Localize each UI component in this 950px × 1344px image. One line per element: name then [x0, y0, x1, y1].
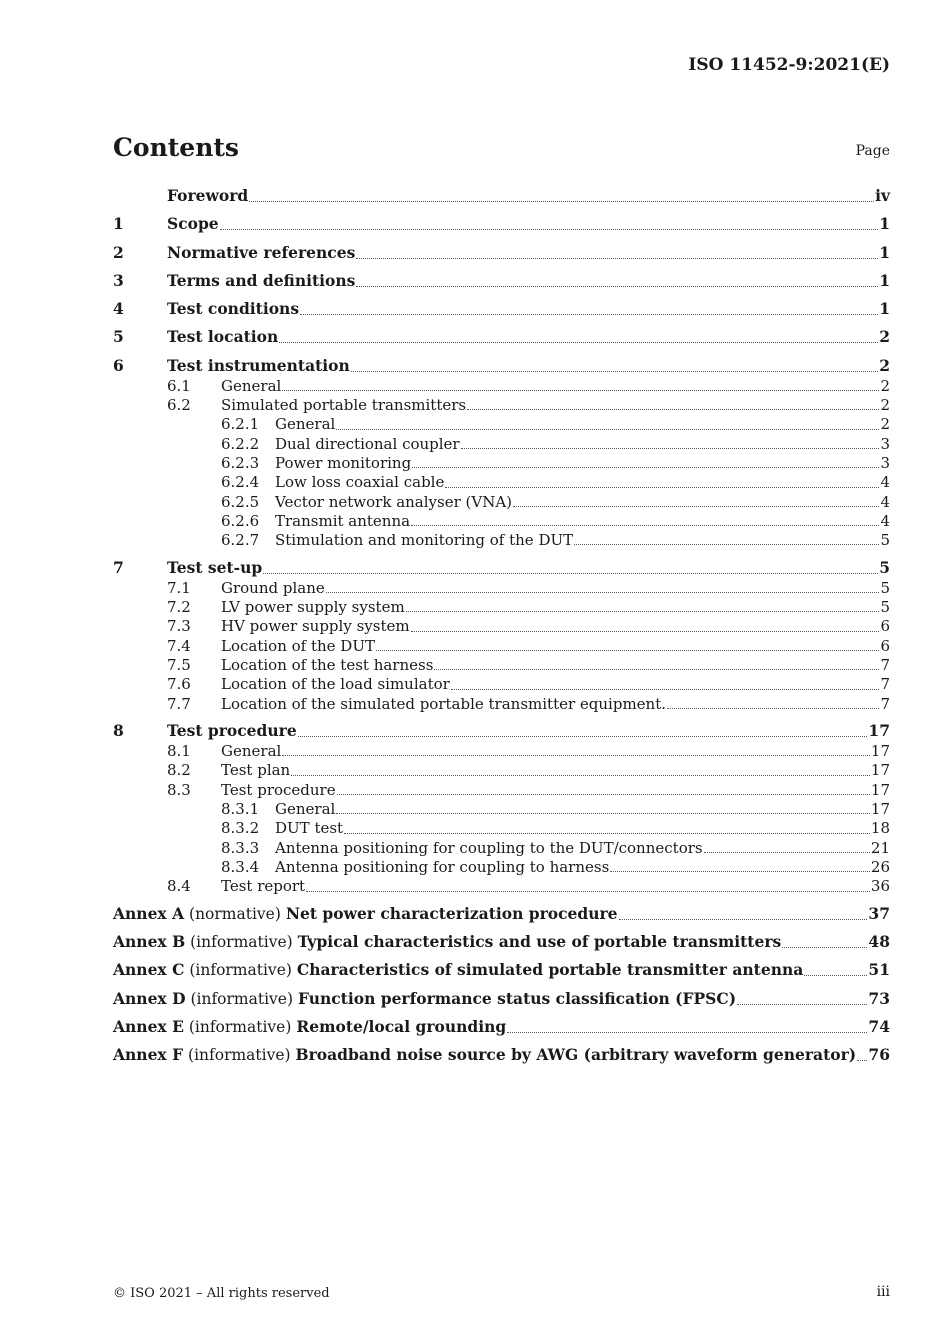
toc-entry-title: Low loss coaxial cable: [275, 473, 445, 492]
annex-page: 51: [868, 960, 890, 980]
dot-leader: [610, 870, 870, 872]
dot-leader: [411, 524, 879, 526]
dot-leader: [857, 1059, 867, 1061]
toc-entry-number: 8: [113, 721, 124, 741]
annex-entry[interactable]: [113, 903, 890, 925]
toc-entry-title: DUT test: [275, 819, 344, 838]
toc-entry-page: 2: [879, 327, 890, 347]
toc-entry[interactable]: [113, 242, 890, 264]
toc-entry-number: 7.6: [167, 675, 191, 694]
toc-entry[interactable]: [113, 531, 890, 550]
dot-leader: [249, 200, 874, 202]
toc-entry-page: 4: [880, 511, 890, 530]
dot-leader: [356, 285, 878, 287]
toc-entry[interactable]: [113, 298, 890, 320]
toc-entry-title: Vector network analyser (VNA): [275, 492, 513, 511]
toc-entry-number: 7.1: [167, 578, 191, 597]
dot-leader: [619, 918, 868, 920]
toc-entry-page: 17: [870, 761, 890, 780]
toc-entry-title: Test report: [221, 877, 306, 896]
toc-entry[interactable]: [113, 858, 890, 877]
page-column-label: Page: [855, 143, 890, 159]
dot-leader: [291, 774, 870, 776]
toc-entry-title: Location of the DUT: [221, 636, 375, 655]
toc-entry-page: 1: [879, 299, 890, 319]
document-id: ISO 11452-9:2021(E): [688, 55, 890, 75]
annex-label: Annex D: [113, 988, 186, 1008]
toc-entry[interactable]: [113, 637, 890, 656]
toc-entry-title: Location of the test harness: [221, 655, 434, 674]
toc-entry-title: General: [275, 800, 336, 819]
toc-entry-page: 2: [879, 355, 890, 375]
toc-entry-title: Test procedure: [221, 780, 336, 799]
dot-leader: [445, 486, 879, 488]
toc-entry[interactable]: [113, 473, 890, 492]
toc-entry-page: 1: [879, 270, 890, 290]
toc-entry-page: 2: [880, 396, 890, 415]
toc-entry-title: Simulated portable transmitters: [221, 396, 467, 415]
toc-entry-title: Scope: [167, 214, 219, 234]
dot-leader: [737, 1003, 867, 1005]
dot-leader: [282, 754, 870, 756]
annex-entry[interactable]: [113, 1016, 890, 1038]
toc-entry-number: 8.3.2: [221, 819, 260, 838]
annex-page: 76: [868, 1045, 890, 1065]
dot-leader: [513, 505, 879, 507]
dot-leader: [574, 543, 879, 545]
dot-leader: [411, 630, 880, 632]
annex-entry[interactable]: [113, 931, 890, 953]
dot-leader: [220, 228, 879, 230]
toc-entry-number: 5: [113, 327, 124, 347]
toc-entry-number: 6: [113, 355, 124, 375]
toc-entry-number: 6.2.3: [221, 453, 260, 472]
toc-entry-page: 4: [880, 492, 890, 511]
toc-entry[interactable]: [113, 396, 890, 415]
toc-entry-number: 1: [113, 214, 124, 234]
toc-entry-number: 8.3: [167, 780, 191, 799]
toc-entry[interactable]: [113, 377, 890, 396]
toc-entry-page: 5: [880, 578, 890, 597]
toc-entry-number: 7.7: [167, 694, 191, 713]
toc-entry-number: 6.1: [167, 376, 191, 395]
annex-entry[interactable]: [113, 988, 890, 1010]
toc-entry-title: General: [275, 415, 336, 434]
toc-entry-page: 4: [880, 473, 890, 492]
toc-entry-page: 2: [880, 415, 890, 434]
dot-leader: [451, 688, 880, 690]
dot-leader: [306, 890, 870, 892]
toc-entry-title: LV power supply system: [221, 598, 405, 617]
toc-entry-page: 6: [880, 617, 890, 636]
toc-entry-page: 17: [870, 742, 890, 761]
annex-title: Net power characterization procedure: [285, 903, 618, 923]
toc-entry[interactable]: [113, 579, 890, 598]
toc-entry-title: Stimulation and monitoring of the DUT: [275, 531, 574, 550]
toc-entry[interactable]: [113, 839, 890, 858]
toc-entry-title: Test set-up: [167, 557, 263, 577]
dot-leader: [434, 668, 879, 670]
toc-entry-title: Foreword: [167, 186, 249, 205]
toc-entry-page: 17: [870, 780, 890, 799]
annex-kind: (informative): [190, 989, 294, 1008]
dot-leader: [337, 793, 870, 795]
dot-leader: [412, 466, 879, 468]
toc-entry[interactable]: [113, 800, 890, 819]
toc-entry-title: Test procedure: [167, 721, 297, 741]
page-number: iii: [876, 1284, 890, 1300]
annex-title: Characteristics of simulated portable transmitter antenna: [296, 960, 804, 980]
toc-entry-page: 3: [880, 453, 890, 472]
toc-entry-number: 8.3.3: [221, 838, 260, 857]
annex-title: Remote/local grounding: [296, 1016, 507, 1036]
toc-entry-number: 8.2: [167, 761, 191, 780]
toc-entry[interactable]: [113, 877, 890, 896]
toc-entry[interactable]: [113, 557, 890, 579]
toc-entry-page: 7: [880, 675, 890, 694]
toc-entry[interactable]: [113, 454, 890, 473]
dot-leader: [507, 1031, 867, 1033]
dot-leader: [461, 447, 880, 449]
annex-kind: (informative): [190, 933, 293, 952]
toc-entry-page: 18: [870, 819, 890, 838]
toc-entry[interactable]: [113, 781, 890, 800]
toc-entry-page: 2: [880, 376, 890, 395]
toc-entry-title: Transmit antenna: [275, 511, 411, 530]
annex-title: Function performance status classification (FPSC): [297, 988, 737, 1008]
annex-label: Annex F: [113, 1045, 184, 1065]
dot-leader: [336, 428, 879, 430]
toc-entry[interactable]: [113, 761, 890, 780]
toc-entry-title: Antenna positioning for coupling to the DUT/connectors: [275, 838, 703, 857]
toc-entry[interactable]: [113, 598, 890, 617]
toc-entry-title: Power monitoring: [275, 453, 412, 472]
toc-entry-title: Location of the simulated portable transmitter equipment.: [221, 694, 667, 713]
toc-entry-page: 7: [880, 655, 890, 674]
toc-entry-page: 36: [870, 877, 890, 896]
toc-entry-page: 1: [879, 242, 890, 262]
toc-entry-title: Test instrumentation: [167, 355, 350, 375]
toc-entry-number: 7.3: [167, 617, 191, 636]
annex-page: 48: [868, 932, 890, 952]
annex-kind: (informative): [188, 1017, 292, 1036]
annex-page: 73: [868, 988, 890, 1008]
toc-entry-page: 6: [880, 636, 890, 655]
dot-leader: [406, 610, 880, 612]
dot-leader: [467, 408, 879, 410]
dot-leader: [804, 974, 867, 976]
toc-entry-number: 6.2.2: [221, 434, 260, 453]
toc-entry[interactable]: [113, 742, 890, 761]
annex-kind: (informative): [188, 1046, 291, 1065]
dot-leader: [376, 649, 879, 651]
toc-entry-number: 8.1: [167, 742, 191, 761]
toc-entry-number: 8.3.4: [221, 857, 260, 876]
toc-entry[interactable]: [113, 675, 890, 694]
toc-entry-page: 21: [870, 838, 890, 857]
toc-entry-page: 17: [870, 800, 890, 819]
dot-leader: [298, 735, 868, 737]
toc-entry[interactable]: [113, 819, 890, 838]
annex-label: Annex B: [113, 932, 186, 952]
toc-entry-number: 8.4: [167, 877, 191, 896]
toc-entry-number: 6.2.6: [221, 511, 260, 530]
toc-entry-title: Terms and definitions: [167, 270, 356, 290]
toc-entry-number: 6.2.5: [221, 492, 260, 511]
annex-kind: (informative): [189, 961, 292, 980]
annex-label: Annex E: [113, 1016, 184, 1036]
toc-entry[interactable]: [113, 355, 890, 377]
dot-leader: [782, 946, 867, 948]
toc-entry-number: 2: [113, 242, 124, 262]
toc-entry-title: Location of the load simulator: [221, 675, 450, 694]
dot-leader: [282, 389, 879, 391]
toc-entry-title: Antenna positioning for coupling to harness: [275, 857, 610, 876]
annex-title: Typical characteristics and use of portable transmitters: [297, 932, 782, 952]
toc-entry-title: HV power supply system: [221, 617, 410, 636]
toc-entry-title: Test conditions: [167, 299, 300, 319]
dot-leader: [336, 812, 870, 814]
annex-page: 37: [868, 903, 890, 923]
toc-entry[interactable]: [113, 270, 890, 292]
toc-entry-title: General: [221, 376, 282, 395]
annex-label: Annex C: [113, 960, 185, 980]
dot-leader: [279, 341, 878, 343]
toc-entry-number: 4: [113, 299, 124, 319]
dot-leader: [263, 572, 878, 574]
toc-entry-page: 3: [880, 434, 890, 453]
toc-entry[interactable]: [113, 326, 890, 348]
toc-entry-number: 7.2: [167, 598, 191, 617]
toc-entry-number: 7.4: [167, 636, 191, 655]
toc-entry-number: 3: [113, 270, 124, 290]
toc-entry-page: 26: [870, 857, 890, 876]
toc-entry-page: 1: [879, 214, 890, 234]
toc-entry-number: 6.2.1: [221, 415, 260, 434]
annex-entry[interactable]: [113, 1044, 890, 1066]
copyright-notice: © ISO 2021 – All rights reserved: [113, 1286, 330, 1301]
toc-entry[interactable]: [113, 512, 890, 531]
toc-entry-number: 7.5: [167, 655, 191, 674]
toc-entry[interactable]: [113, 185, 890, 207]
dot-leader: [344, 832, 870, 834]
toc-entry-number: 7: [113, 557, 124, 577]
toc-entry-number: 6.2: [167, 396, 191, 415]
toc-entry[interactable]: [113, 493, 890, 512]
toc-entry-page: 5: [879, 557, 890, 577]
toc-entry-number: 6.2.7: [221, 531, 260, 550]
toc-entry-title: Ground plane: [221, 578, 325, 597]
contents-heading: Contents: [113, 133, 240, 162]
annex-title: Broadband noise source by AWG (arbitrary waveform generator): [295, 1045, 857, 1065]
toc-entry-page: 17: [868, 721, 890, 741]
dot-leader: [704, 851, 870, 853]
toc-entry[interactable]: [113, 435, 890, 454]
annex-kind: (normative): [189, 904, 281, 923]
toc-entry-page: 5: [880, 598, 890, 617]
toc-entry[interactable]: [113, 415, 890, 434]
dot-leader: [667, 707, 879, 709]
table-of-contents: [113, 185, 890, 1066]
toc-entry-number: 6.2.4: [221, 473, 260, 492]
toc-entry[interactable]: [113, 695, 890, 714]
dot-leader: [351, 370, 878, 372]
annex-entry[interactable]: [113, 959, 890, 981]
toc-entry[interactable]: [113, 213, 890, 235]
annex-page: 74: [868, 1016, 890, 1036]
toc-entry-page: 7: [880, 694, 890, 713]
toc-entry-title: General: [221, 742, 282, 761]
toc-entry-page: 5: [880, 531, 890, 550]
toc-entry-title: Dual directional coupler: [275, 434, 460, 453]
annex-label: Annex A: [113, 903, 185, 923]
toc-entry-number: 8.3.1: [221, 800, 260, 819]
toc-entry-title: Test plan: [221, 761, 291, 780]
toc-entry[interactable]: [113, 617, 890, 636]
dot-leader: [326, 591, 880, 593]
dot-leader: [300, 313, 878, 315]
toc-entry-page: iv: [875, 186, 890, 205]
toc-entry-title: Normative references: [167, 242, 356, 262]
toc-entry[interactable]: [113, 720, 890, 742]
dot-leader: [356, 257, 878, 259]
toc-entry-title: Test location: [167, 327, 279, 347]
toc-entry[interactable]: [113, 656, 890, 675]
